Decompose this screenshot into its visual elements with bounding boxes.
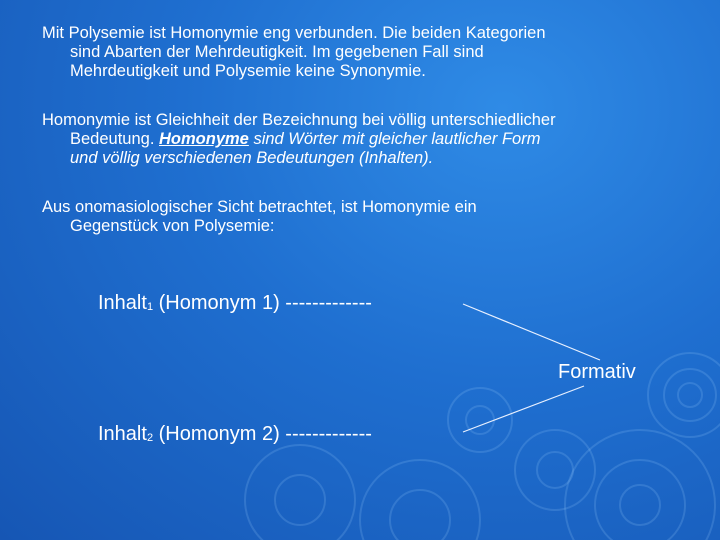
- connector-line-2: [463, 386, 584, 432]
- inhalt2-rest: (Homonym 2) -------------: [153, 423, 372, 445]
- homonyme-term: Homonyme: [159, 130, 249, 148]
- paragraph2-line3: und völlig verschiedenen Bedeutungen (Inhalten).: [70, 149, 434, 167]
- paragraph1-line3: Mehrdeutigkeit und Polysemie keine Synonymie.: [70, 62, 426, 80]
- paragraph3-line1: Aus onomasiologischer Sicht betrachtet, ist Homonymie ein: [42, 198, 477, 216]
- paragraph1-line2: sind Abarten der Mehrdeutigkeit. Im gegebenen Fall sind: [70, 43, 484, 61]
- inhalt2-word: Inhalt: [98, 423, 147, 445]
- connector-line-1: [463, 304, 600, 360]
- inhalt2-subscript: 2: [146, 432, 154, 444]
- paragraph1-line1: Mit Polysemie ist Homonymie eng verbunden. Die beiden Kategorien: [42, 24, 546, 42]
- paragraph2-line1: Homonymie ist Gleichheit der Bezeichnung bei völlig unterschiedlicher: [42, 111, 556, 129]
- paragraph2-line2-plain: Bedeutung.: [70, 130, 159, 148]
- inhalt1-word: Inhalt: [98, 292, 147, 314]
- paragraph3-line2: Gegenstück von Polysemie:: [70, 217, 275, 235]
- paragraph2-line2-rest: sind Wörter mit gleicher lautlicher Form: [248, 130, 541, 148]
- formativ-label: Formativ: [558, 361, 636, 383]
- inhalt1-subscript: 1: [146, 301, 154, 313]
- inhalt1-rest: (Homonym 1) -------------: [153, 292, 372, 314]
